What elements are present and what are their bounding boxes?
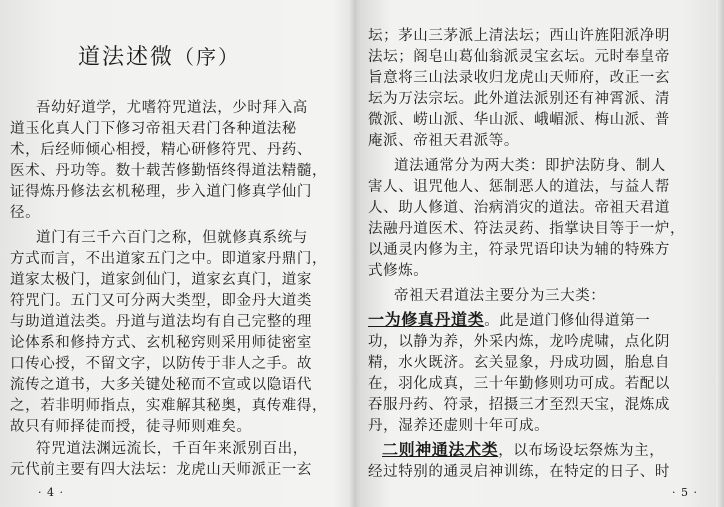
text-line: 坛为万法宗坛。此外道法派别还有神霄派、清 bbox=[368, 91, 670, 107]
text-line: 吞服丹药、符录，招摄三才至烈天宝，混炼成 bbox=[368, 397, 670, 413]
text-line: 人、助人修道、治病消灾的道法。帝祖天君道 bbox=[368, 200, 670, 216]
text-line: 与助道道法类。丹道与道法均有自己完整的理 bbox=[10, 314, 312, 330]
text-line: 精，水火既济。玄关显象，丹成功圆，胎息自 bbox=[368, 355, 670, 371]
right-page bbox=[360, 0, 724, 507]
text-line: 医术、丹功等。数十载苦修勤悟终得道法精髓， bbox=[10, 163, 328, 179]
text-line: 在，羽化成真，三十年勤修则功可成。若配以 bbox=[368, 376, 670, 392]
text-line: 旨意将三山法录收归龙虎山天师府，改正一玄 bbox=[368, 70, 670, 86]
text-line: 坛；茅山三茅派上清法坛；西山许旌阳派净明 bbox=[368, 28, 670, 44]
page-number: · 4 · bbox=[38, 486, 64, 499]
section-heading: 二则神通法术类 bbox=[382, 440, 499, 459]
text-line: 功，以静为养，外采内炼，龙吟虎啸，点化阴 bbox=[368, 334, 670, 350]
text-line: 吾幼好道学，尤嗜符咒道法，少时拜入高 bbox=[36, 100, 308, 116]
text-line: 流传之道书，大多关键处秘而不宣或以隐语代 bbox=[10, 377, 312, 393]
section-heading-continuation: ，以布场设坛祭炼为主， bbox=[498, 443, 665, 459]
text-line: 道法通常分为两大类：即护法防身、制人 bbox=[394, 158, 666, 174]
text-line: 证得炼丹修法玄机秘理，步入道门修真学仙门 bbox=[10, 184, 312, 200]
text-line: 式修炼。 bbox=[368, 263, 429, 279]
text-line: 之，若非明师指点，实难解其秘奥，真传难得， bbox=[10, 398, 328, 414]
text-line: 口传心授，不留文字，以防传于非人之手。故 bbox=[10, 356, 312, 372]
section-heading-line bbox=[382, 440, 664, 461]
left-page bbox=[0, 0, 352, 507]
text-line: 丹，湿养还虚则十年可成。 bbox=[368, 418, 550, 434]
text-line: 法融丹道医术、符法灵药、指掌诀目等于一炉， bbox=[368, 221, 686, 237]
text-line: 道门有三千六百门之称，但就修真系统与 bbox=[36, 230, 308, 246]
title-text: 道法述微 bbox=[78, 45, 175, 70]
page-title bbox=[78, 40, 240, 71]
text-line: 道家太极门，道家剑仙门，道家玄真门，道家 bbox=[10, 272, 312, 288]
text-line: 道玉化真人门下修习帝祖天君门各种道法秘 bbox=[10, 121, 297, 137]
text-line: 以通灵内修为主，符录咒语印诀为辅的特殊方 bbox=[368, 242, 670, 258]
text-line: 微派、崂山派、华山派、峨嵋派、梅山派、普 bbox=[368, 112, 670, 128]
text-line: 径。 bbox=[10, 205, 41, 221]
text-line: 术，后经师倾心相授，精心研修符咒、丹药、 bbox=[10, 142, 312, 158]
text-line: 故只有师择徒而授，徒寻师则难矣。 bbox=[10, 419, 252, 435]
section-heading-continuation: 。此是道门修仙得道第一 bbox=[484, 313, 651, 329]
title-suffix: （序） bbox=[174, 45, 241, 69]
text-line: 法坛；阁皂山葛仙翁派灵宝玄坛。元时奉皇帝 bbox=[368, 49, 670, 65]
text-line: 方式而言，不出道家五门之中。即道家丹鼎门， bbox=[10, 251, 328, 267]
text-line: 经过特别的通灵启神训练，在特定的日子、时 bbox=[368, 464, 670, 480]
section-heading-line bbox=[368, 310, 650, 331]
text-line: 元代前主要有四大法坛：龙虎山天师派正一玄 bbox=[10, 462, 312, 478]
text-line: 帝祖天君道法主要分为三大类： bbox=[394, 288, 606, 304]
page-number: · 5 · bbox=[672, 486, 698, 499]
section-heading: 一为修真丹道类 bbox=[368, 310, 485, 329]
text-line: 符咒道法渊远流长，千百年来派别百出， bbox=[36, 441, 308, 457]
text-line: 符咒门。五门又可分两大类型，即金丹大道类 bbox=[10, 293, 312, 309]
text-line: 庵派、帝祖天君派等。 bbox=[368, 133, 519, 149]
text-line: 论体系和修持方式、玄机秘窍则采用师徒密室 bbox=[10, 335, 312, 351]
text-line: 害人、诅咒他人、惩制恶人的道法，与益人帮 bbox=[368, 179, 670, 195]
